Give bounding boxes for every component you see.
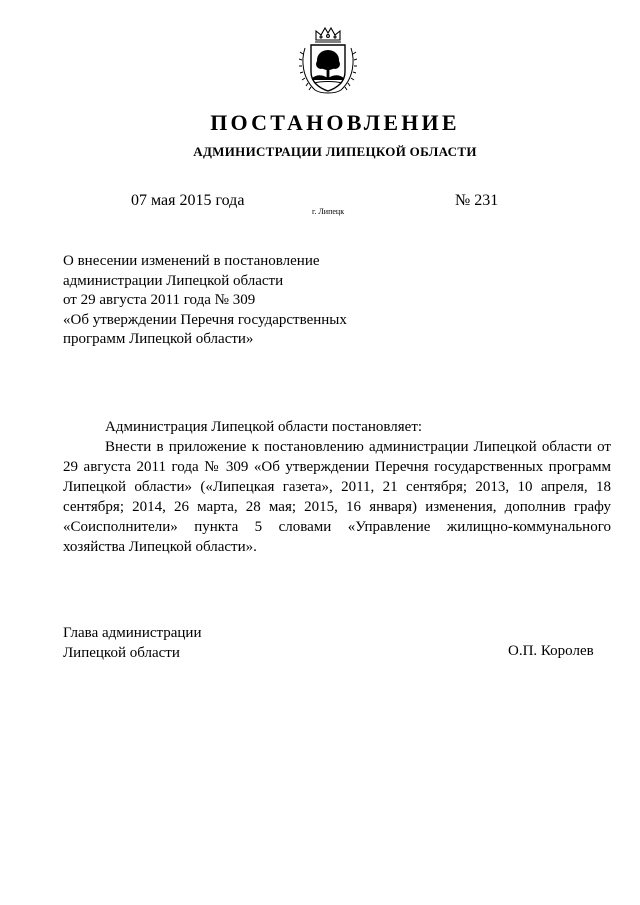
signatory-position-line: Глава администрации — [63, 625, 202, 641]
heading-line: О внесении изменений в постановление — [63, 253, 320, 269]
document-date: 07 мая 2015 года — [131, 192, 245, 209]
body-paragraph-main: Внести в приложение к постановлению администрации Липецкой области от 29 августа 2011 года № 309 «Об утверждении Перечня государственных программ Липецкой области» («Липецкая газета», 2011, 21 сентября; 2013, 10 апреля, 18 сентября; 2014, 26 марта, 28 мая; 2015, 16 января) изменения, дополнив графу «Соисполнители» пункта 5 словами «Управление жилищно-коммунального хозяйства Липецкой области». — [63, 439, 611, 555]
document-title: ПОСТАНОВЛЕНИЕ — [210, 110, 460, 135]
coat-of-arms-icon — [299, 26, 357, 98]
heading-line: администрации Липецкой области — [63, 272, 284, 289]
document-number: № 231 — [455, 192, 499, 209]
signatory-position — [63, 624, 201, 663]
signatory-name: О.П. Королев — [508, 643, 594, 659]
resolution-body — [63, 417, 611, 557]
signatory-position-line: Липецкой области — [63, 644, 180, 661]
heading-line: программ Липецкой области» — [63, 331, 254, 347]
resolution-heading — [63, 252, 463, 350]
document-subtitle: АДМИНИСТРАЦИИ ЛИПЕЦКОЙ ОБЛАСТИ — [193, 144, 477, 159]
heading-line: «Об утверждении Перечня государственных — [63, 311, 347, 328]
document-city: г. Липецк — [312, 207, 345, 216]
heading-line: от 29 августа 2011 года № 309 — [63, 292, 256, 308]
body-paragraph-intro: Администрация Липецкой области постановляет: — [105, 419, 423, 435]
